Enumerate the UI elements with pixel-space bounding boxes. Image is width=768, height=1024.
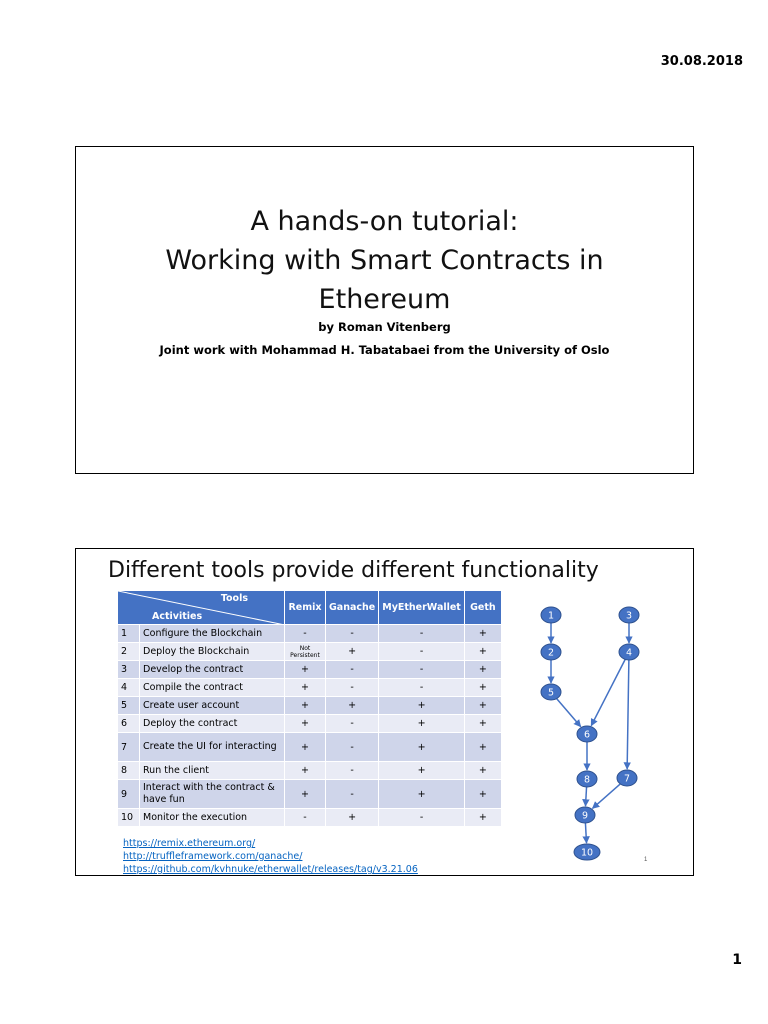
graph-node-1	[541, 607, 561, 623]
graph-edge-4-6	[591, 659, 625, 725]
table-cell: +	[285, 715, 326, 733]
graph-node-label: 8	[583, 774, 591, 786]
graph-node-8	[577, 771, 597, 787]
table-row	[118, 661, 502, 679]
graph-node-5	[541, 684, 561, 700]
column-header-ganache: Ganache	[326, 591, 379, 625]
graph-node-3	[619, 607, 639, 623]
graph-node-label: 10	[580, 847, 594, 859]
table-cell: +	[379, 733, 465, 762]
page-date: 30.08.2018	[660, 54, 743, 69]
graph-node-label: 7	[623, 773, 631, 785]
table-cell: +	[464, 715, 501, 733]
table-cell: +	[285, 762, 326, 780]
table-cell: +	[464, 625, 501, 643]
table-row	[118, 733, 502, 762]
title-line-1: A hands-on tutorial:	[250, 206, 519, 237]
row-activity: Run the client	[140, 762, 285, 780]
table-body	[118, 625, 502, 827]
ganache-link[interactable]: http://truffleframework.com/ganache/	[123, 851, 303, 862]
graph-edge-9-10	[585, 823, 586, 843]
row-number: 4	[118, 679, 140, 697]
table-cell: +	[285, 733, 326, 762]
page-number: 1	[732, 952, 742, 968]
row-activity: Monitor the execution	[140, 809, 285, 827]
table-cell: -	[326, 733, 379, 762]
graph-edge-5-6	[557, 699, 581, 727]
table-cell: +	[379, 762, 465, 780]
table-cell: +	[285, 661, 326, 679]
graph-edge-7-9	[592, 784, 620, 808]
graph-node-4	[619, 644, 639, 660]
slide-title: Different tools provide different functionality	[108, 558, 599, 583]
table-cell: +	[326, 697, 379, 715]
row-number: 2	[118, 643, 140, 661]
table-cell: +	[379, 715, 465, 733]
graph-node-10	[574, 844, 600, 860]
column-header-geth: Geth	[464, 591, 501, 625]
graph-node-label: 4	[625, 647, 633, 659]
row-number: 10	[118, 809, 140, 827]
row-number: 7	[118, 733, 140, 762]
row-activity: Create the UI for interacting	[140, 733, 285, 762]
table-cell: -	[285, 625, 326, 643]
title-line-2: Working with Smart Contracts in	[165, 245, 604, 276]
graph-node-label: 6	[583, 729, 591, 741]
table-cell: -	[379, 809, 465, 827]
table-cell: +	[464, 733, 501, 762]
table-corner-header	[118, 591, 285, 625]
table-cell: +	[464, 697, 501, 715]
table-cell: -	[326, 679, 379, 697]
table-row	[118, 643, 502, 661]
row-activity: Deploy the contract	[140, 715, 285, 733]
table-cell: -	[379, 661, 465, 679]
row-number: 8	[118, 762, 140, 780]
row-number: 3	[118, 661, 140, 679]
table-cell: +	[464, 762, 501, 780]
table-row	[118, 697, 502, 715]
remix-link[interactable]: https://remix.ethereum.org/	[123, 838, 256, 849]
column-header-myetherwallet: MyEtherWallet	[379, 591, 465, 625]
table-cell: Not Persistent	[285, 643, 326, 661]
slide-title	[76, 202, 693, 319]
table-cell: -	[379, 625, 465, 643]
corner-tools-label: Tools	[220, 593, 248, 604]
table-cell: +	[285, 679, 326, 697]
table-cell: +	[379, 697, 465, 715]
tools-table	[117, 590, 502, 827]
graph-node-2	[541, 644, 561, 660]
graph-node-label: 5	[547, 687, 555, 699]
table-cell: -	[285, 809, 326, 827]
graph-node-7	[617, 770, 637, 786]
table-cell: -	[326, 715, 379, 733]
graph-node-6	[577, 726, 597, 742]
table-cell: +	[379, 780, 465, 809]
table-cell: -	[379, 679, 465, 697]
row-activity: Interact with the contract & have fun	[140, 780, 285, 809]
table-cell: -	[379, 643, 465, 661]
graph-nodes	[541, 607, 639, 860]
table-cell: -	[326, 625, 379, 643]
table-cell: -	[326, 762, 379, 780]
row-activity: Develop the contract	[140, 661, 285, 679]
table-cell: +	[285, 780, 326, 809]
row-number: 9	[118, 780, 140, 809]
table-cell: +	[464, 643, 501, 661]
row-activity: Deploy the Blockchain	[140, 643, 285, 661]
table-cell: +	[285, 697, 326, 715]
table-row	[118, 625, 502, 643]
row-number: 1	[118, 625, 140, 643]
table-cell: +	[326, 643, 379, 661]
graph-node-label: 9	[581, 810, 589, 822]
row-activity: Compile the contract	[140, 679, 285, 697]
table-row	[118, 780, 502, 809]
graph-node-9	[575, 807, 595, 823]
table-row	[118, 679, 502, 697]
row-number: 6	[118, 715, 140, 733]
table-row	[118, 809, 502, 827]
table-header-row	[118, 591, 502, 625]
graph-node-label: 1	[547, 610, 555, 622]
row-activity: Configure the Blockchain	[140, 625, 285, 643]
graph-node-label: 2	[547, 647, 555, 659]
graph-edge-8-9	[585, 787, 586, 806]
tools-slide	[75, 548, 694, 876]
row-activity: Create user account	[140, 697, 285, 715]
joint-work-line: Joint work with Mohammad H. Tabatabaei from the University of Oslo	[159, 343, 610, 357]
title-line-3: Ethereum	[318, 284, 451, 315]
graph-edge-4-7	[627, 660, 629, 769]
slide-number: 1	[644, 857, 648, 863]
title-slide	[75, 146, 694, 474]
author-line: by Roman Vitenberg	[318, 320, 451, 334]
table-row	[118, 762, 502, 780]
table-cell: -	[326, 661, 379, 679]
column-header-remix: Remix	[285, 591, 326, 625]
table-row	[118, 715, 502, 733]
table-cell: -	[326, 780, 379, 809]
link-list	[123, 837, 418, 876]
graph-node-label: 3	[625, 610, 633, 622]
table-cell: +	[464, 809, 501, 827]
table-cell: +	[326, 809, 379, 827]
etherwallet-link[interactable]: https://github.com/kvhnuke/etherwallet/releases/tag/v3.21.06	[123, 864, 418, 875]
row-number: 5	[118, 697, 140, 715]
corner-activities-label: Activities	[152, 611, 203, 622]
activity-dependency-graph	[506, 593, 686, 873]
table-cell: +	[464, 661, 501, 679]
table-cell: +	[464, 679, 501, 697]
table-cell: +	[464, 780, 501, 809]
